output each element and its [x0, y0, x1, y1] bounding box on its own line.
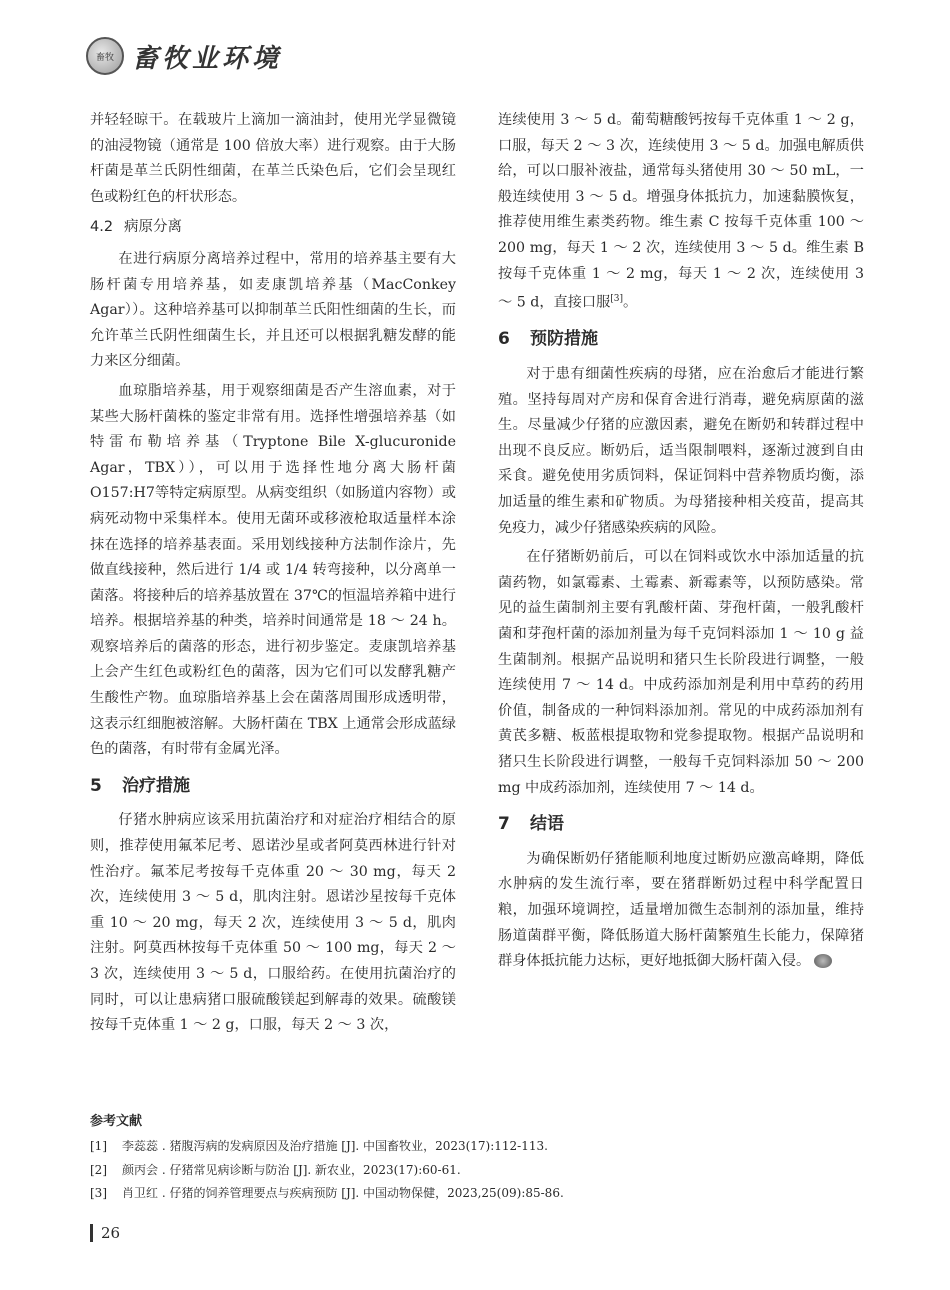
paragraph-text: 连续使用 3 ～ 5 d。葡萄糖酸钙按每千克体重 1 ～ 2 g，口服，每天 2 ～ 3 次，连续使用 3 ～ 5 d。加强电解质供给，可以口服补液盐，通常每头猪使用 30 ～ 50 mL，一般连续使用 3 ～ 5 d。增强身体抵抗力，加速黏膜恢复，推荐使用维生素类药物。维生素 C 按每千克体重 100 ～ 200 mg，每天 1 ～ 2 次，连续使用 3 ～ 5 d。维生素 B 按每千克体重 1 ～ 2 mg，每天 1 ～ 2 次，连续使用 3 ～ 5 d，直接口服	[498, 112, 864, 311]
section-number: 7	[498, 814, 510, 835]
section-title: 治疗措施	[122, 775, 190, 796]
paragraph: 对于患有细菌性疾病的母猪，应在治愈后才能进行繁殖。坚持每周对产房和保育舍进行消毒，避免病原菌的滋生。尽量减少仔猪的应激因素，避免在断奶和转群过程中出现不良反应。断奶后，适当限制喂料，逐渐过渡到自由采食。避免使用劣质饲料，保证饲料中营养物质均衡，添加适量的维生素和矿物质。为母猪接种相关疫苗，提高其免疫力，减少仔猪感染疾病的风险。	[498, 366, 864, 536]
section-title: 结语	[530, 814, 564, 835]
section-number: 6	[498, 329, 510, 350]
right-column	[498, 108, 864, 975]
paragraph	[498, 108, 864, 316]
reference-item	[90, 1182, 850, 1205]
end-mark-icon	[814, 954, 832, 968]
left-column	[90, 108, 456, 1039]
section-heading-4-2	[90, 215, 456, 241]
references-title: 参考文献	[90, 1114, 143, 1129]
section-title: 预防措施	[530, 329, 598, 350]
section-number: 5	[90, 775, 102, 796]
reference-text: 李蕊蕊 . 猪腹泻病的发病原因及治疗措施 [J]. 中国畜牧业，2023(17):112-113.	[122, 1139, 548, 1154]
reference-item	[90, 1135, 850, 1158]
paragraph: 在进行病原分离培养过程中，常用的培养基主要有大肠杆菌专用培养基，如麦康凯培养基（MacConkey Agar））。这种培养基可以抑制革兰氏阳性细菌的生长，而允许革兰氏阴性细菌生长，并且还可以根据乳糖发酵的能力来区分细菌。	[90, 250, 456, 370]
section-number: 4.2	[90, 219, 114, 236]
section-heading-7	[498, 812, 864, 838]
journal-title: 畜牧业环境	[132, 43, 283, 74]
reference-text: 颜丙会 . 仔猪常见病诊断与防治 [J]. 新农业，2023(17):60-61.	[122, 1162, 461, 1177]
section-title: 病原分离	[124, 219, 182, 236]
paragraph: 仔猪水肿病应该采用抗菌治疗和对症治疗相结合的原则，推荐使用氟苯尼考、恩诺沙星或者阿莫西林进行针对性治疗。氟苯尼考按每千克体重 20 ～ 30 mg，每天 2 次，连续使用 3 ～ 5 d，肌肉注射。恩诺沙星按每千克体重 10 ～ 20 mg，每天 2 次，连续使用 3 ～ 5 d，肌肉注射。阿莫西林按每千克体重 50 ～ 100 mg，每天 2 ～ 3 次，连续使用 3 ～ 5 d，口服给药。在使用抗菌治疗的同时，可以让患病猪口服硫酸镁起到解毒的效果。硫酸镁按每千克体重 1 ～ 2 g，口服，每天 2 ～ 3 次，	[90, 812, 456, 1034]
section-heading-6	[498, 327, 864, 353]
reference-number: [2]	[90, 1162, 107, 1177]
journal-header	[86, 36, 282, 76]
logo-text: 畜牧	[95, 52, 114, 63]
paragraph-end: 。	[623, 294, 638, 311]
paragraph: 在仔猪断奶前后，可以在饲料或饮水中添加适量的抗菌药物，如氯霉素、土霉素、新霉素等，以预防感染。常见的益生菌制剂主要有乳酸杆菌、芽孢杆菌，一般乳酸杆菌和芽孢杆菌的添加剂量为每千克饲料添加 1 ～ 10 g 益生菌制剂。根据产品说明和猪只生长阶段进行调整，一般连续使用 7 ～ 14 d。中成药添加剂是利用中草药的药用价值，制备成的一种饲料添加剂。常见的中成药添加剂有黄芪多糖、板蓝根提取物和党参提取物。根据产品说明和猪只生长阶段进行调整，一般每千克饲料添加 50 ～ 200 mg 中成药添加剂，连续使用 7 ～ 14 d。	[498, 549, 864, 796]
citation: [3]	[610, 294, 624, 305]
paragraph	[498, 847, 864, 975]
paragraph: 并轻轻晾干。在载玻片上滴加一滴油封，使用光学显微镜的油浸物镜（通常是 100 倍放大率）进行观察。由于大肠杆菌是革兰氏阴性细菌，在革兰氏染色后，它们会呈现红色或粉红色的杆状形态。	[90, 112, 456, 205]
paragraph: 血琼脂培养基，用于观察细菌是否产生溶血素，对于某些大肠杆菌株的鉴定非常有用。选择性增强培养基（如特雷布勒培养基（Tryptone Bile X-glucuronide Agar，TBX）），可以用于选择性地分离大肠杆菌O157:H7等特定病原型。从病变组织（如肠道内容物）或病死动物中采集样本。使用无菌环或移液枪取适量样本涂抹在选择的培养基表面。采用划线接种方法制作涂片，先做直线接种，然后进行 1/4 或 1/4 转弯接种，以分离单一菌落。将接种后的培养基放置在 37℃的恒温培养箱中进行培养。根据培养基的种类，培养时间通常是 18 ～ 24 h。观察培养后的菌落的形态，进行初步鉴定。麦康凯培养基上会产生红色或粉红色的菌落，因为它们可以发酵乳糖产生酸性产物。血琼脂培养基上会在菌落周围形成透明带，这表示红细胞被溶解。大肠杆菌在 TBX 上通常会形成蓝绿色的菌落，有时带有金属光泽。	[90, 382, 456, 758]
reference-number: [3]	[90, 1186, 107, 1201]
reference-item	[90, 1159, 850, 1182]
reference-text: 肖卫红 . 仔猪的饲养管理要点与疾病预防 [J]. 中国动物保健，2023,25(09):85-86.	[122, 1186, 564, 1201]
section-heading-5	[90, 774, 456, 800]
references	[90, 1110, 850, 1206]
page-number: 26	[90, 1224, 120, 1242]
paragraph-text: 为确保断奶仔猪能顺利地度过断奶应激高峰期，降低水肿病的发生流行率，要在猪群断奶过程中科学配置日粮，加强环境调控，适量增加微生态制剂的添加量，维持肠道菌群平衡，降低肠道大肠杆菌繁殖生长能力，保障猪群身体抵抗能力达标，更好地抵御大肠杆菌入侵。	[498, 850, 864, 970]
reference-number: [1]	[90, 1139, 107, 1154]
journal-logo-icon	[86, 37, 124, 75]
